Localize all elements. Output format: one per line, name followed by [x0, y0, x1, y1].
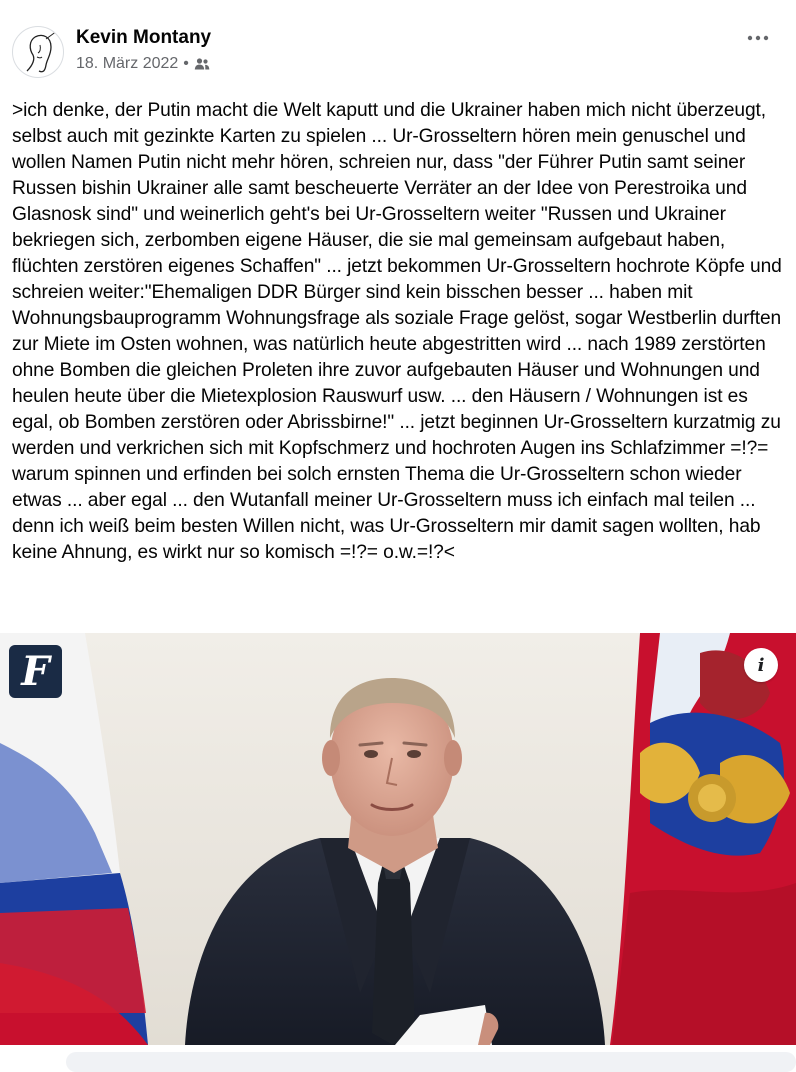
- author-name[interactable]: Kevin Montany: [76, 27, 212, 48]
- faz-logo: F: [9, 645, 62, 698]
- comment-bar[interactable]: [66, 1052, 796, 1072]
- more-options-button[interactable]: [738, 24, 778, 52]
- meta-separator: •: [183, 55, 189, 72]
- post-text: >ich denke, der Putin macht die Welt kaputt und die Ukrainer haben mich nicht überzeugt, selbst auch mit gezinkte Karten zu spielen ... Ur-Grosseltern hören mein genuschel und wollen Namen Putin nicht mehr hören, schreien nur, dass "der Führer Putin samt seiner Russen bishin Ukrainer alle samt bescheuerte Verräter an der Idee von Perestroika und Glasnosk sind" und weinerlich geht's bei Ur-Grosseltern weiter "Russen und Ukrainer bekriegen sich, zerbomben eigene Häuser, die sie mal gemeinsam aufgebaut haben, flüchten zerstören eigenes Schaffen" ... jetzt bekommen Ur-Grosseltern hochrote Köpfe und schreien weiter:"Ehemaligen DDR Bürger sind kein bisschen besser ... haben mit Wohnungsbauprogramm Wohnungsfrage als soziale Frage gelöst, sogar Westberlin durften zur Miete im Osten wohnen, was natürlich heute abgestritten wird ... nach 1989 zerstörten ohne Bomben die gleichen Proleten ihre zuvor aufgebauten Häuser und Wohnungen und heulen heute über die Mietexplosion Rauswurf usw. ... den Häusern / Wohnungen ist es egal, ob Bomben zerstören oder Abrissbirne!" ... jetzt beginnen Ur-Grosseltern kurzatmig zu werden und verkrichen sich mit Kopfschmerz und hochroten Augen ins Schlafzimmer =!?= warum spinnen und erfinden bei solch ernsten Thema die Ur-Grosseltern schon wieder etwas ... aber egal ... den Wutanfall meiner Ur-Grosseltern muss ich einfach mal teilen ... denn ich weiß beim besten Willen nicht, was Ur-Grosseltern mir damit sagen wollten, hab keine Ahnung, es wirkt nur so komisch =!?= o.w.=!?<: [12, 100, 782, 563]
- post-date[interactable]: 18. März 2022: [76, 55, 179, 72]
- post-header: [0, 0, 796, 90]
- friends-icon[interactable]: [194, 57, 210, 71]
- more-options-icon: [747, 35, 769, 41]
- post-photo[interactable]: [0, 633, 796, 1045]
- post-meta: [76, 55, 210, 73]
- author-avatar[interactable]: [12, 26, 64, 78]
- info-icon[interactable]: i: [744, 648, 778, 682]
